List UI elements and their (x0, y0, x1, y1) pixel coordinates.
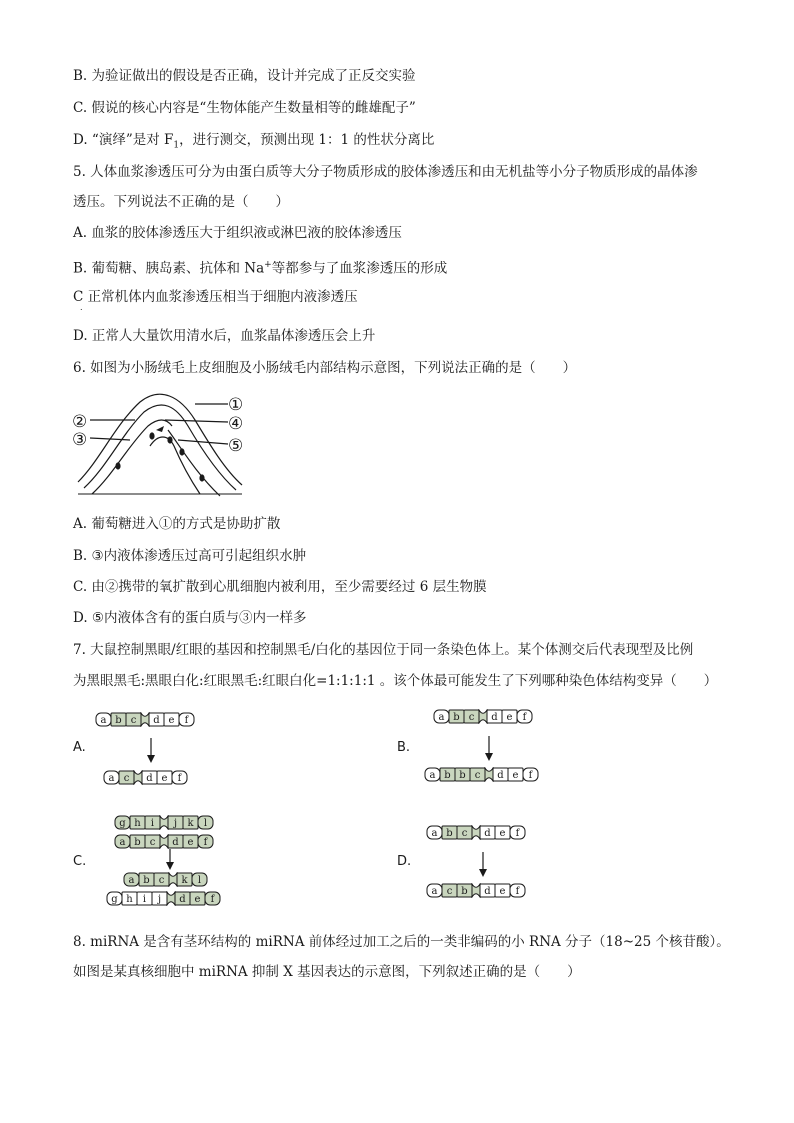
blood-cell (167, 436, 172, 443)
blood-cell (199, 474, 204, 481)
q7-option-b-label: B. (397, 740, 411, 755)
q5-option-a: A. 血浆的胶体渗透压大于组织液或淋巴液的胶体渗透压 (73, 225, 402, 241)
gene-label: d (484, 828, 491, 839)
gene-label: f (522, 712, 527, 723)
gene-label: a (438, 712, 445, 723)
figure-label-5: ⑤ (228, 436, 244, 456)
gene-label: e (187, 837, 194, 848)
q5-stem-line2: 透压。下列说法不正确的是（ ） (73, 194, 289, 210)
q7-option-a-label: A. (73, 740, 86, 755)
gene-label: c (130, 715, 137, 726)
gene-label: c (149, 837, 156, 848)
villus-outer-epithelium (78, 394, 242, 485)
gene-label: a (108, 773, 115, 784)
gene-label: a (119, 837, 126, 848)
q4-option-d-post: ，进行测交，预测出现 1：1 的性状分离比 (179, 132, 435, 148)
gene-label: c (461, 828, 468, 839)
gene-label: h (126, 894, 133, 905)
chromosome-c-original-1 (114, 815, 214, 830)
gene-label: c (158, 875, 165, 886)
q4-option-d-sub: 1 (173, 140, 180, 151)
gene-label: g (111, 894, 118, 905)
arrow-head (156, 426, 164, 432)
gene-label: h (134, 818, 141, 829)
gene-label: f (515, 828, 520, 839)
q7-stem-line1: 7. 大鼠控制黑眼/红眼的基因和控制黑毛/白化的基因位于同一条染色体上。某个体测交后代表现型及比例 (73, 642, 694, 658)
gene-label: a (431, 886, 438, 897)
q5-option-b-pre: B. 葡萄糖、胰岛素、抗体和 Na (73, 260, 265, 277)
centromere (485, 768, 493, 781)
blood-cell (115, 462, 120, 469)
q5-option-d: D. 正常人大量饮用清水后，血浆晶体渗透压会上升 (73, 328, 376, 344)
arrow-down-icon (477, 852, 489, 878)
gene-label: l (197, 875, 202, 886)
chromosome-c-mutant-2 (106, 891, 221, 906)
gene-label: a (431, 828, 438, 839)
q5-option-c-mark: . (80, 303, 83, 312)
centromere (160, 835, 168, 848)
q7-stem-line2: 为黑眼黑毛:黑眼白化:红眼黑毛:红眼白化=1:1:1:1 。该个体最可能发生了下列哪种染色体结构变异（ ） (73, 673, 718, 689)
gene-label: f (184, 715, 189, 726)
gene-label: b (446, 828, 453, 839)
gene-label: d (484, 886, 491, 897)
chromosome-d-mutant (426, 883, 526, 898)
gene-label: d (172, 837, 179, 848)
q6-option-a: A. 葡萄糖进入①的方式是协助扩散 (73, 516, 281, 532)
gene-label: f (203, 837, 208, 848)
lymph-vessel (150, 437, 200, 494)
q6-option-b: B. ③内液体渗透压过高可引起组织水肿 (73, 548, 307, 564)
chromosome-a-original (95, 712, 195, 727)
centromere (472, 884, 480, 897)
centromere (479, 710, 487, 723)
q4-option-b: B. 为验证做出的假设是否正确，设计并完成了正反交实验 (73, 68, 416, 84)
gene-label: l (203, 818, 208, 829)
q6-stem: 6. 如图为小肠绒毛上皮细胞及小肠绒毛内部结构示意图，下列说法正确的是（ ） (73, 360, 577, 376)
gene-label: a (128, 875, 135, 886)
q7-option-d-label: D. (397, 854, 412, 869)
gene-label: k (181, 875, 188, 886)
gene-label: b (143, 875, 150, 886)
gene-label: a (100, 715, 107, 726)
gene-label: j (173, 818, 178, 829)
gene-label: e (506, 712, 513, 723)
arrow-down-icon (145, 738, 157, 764)
gene-label: c (446, 886, 453, 897)
gene-label: f (528, 770, 533, 781)
q5-option-c: C 正常机体内血浆渗透压相当于细胞内液渗透压 (73, 289, 358, 305)
gene-label: e (512, 770, 519, 781)
gene-label: b (134, 837, 141, 848)
gene-label: i (150, 818, 155, 829)
q5-stem-line1: 5. 人体血浆渗透压可分为由蛋白质等大分子物质形成的胶体渗透压和由无机盐等小分子物质形成的晶体渗 (73, 164, 698, 180)
blood-cell (179, 448, 184, 455)
gene-label: e (194, 894, 201, 905)
villus-diagram (70, 390, 250, 500)
gene-label: j (157, 894, 162, 905)
gene-label: e (499, 828, 506, 839)
q5-option-b (73, 256, 733, 278)
q5-option-b-sup: + (264, 260, 272, 270)
chromosome-b-mutant (424, 767, 539, 782)
chromosome-a-mutant (103, 770, 188, 785)
gene-label: d (153, 715, 160, 726)
q4-option-d (73, 131, 733, 155)
chromosome-b-original (433, 709, 533, 724)
q4-option-c: C. 假说的核心内容是“生物体能产生数量相等的雌雄配子” (73, 100, 416, 116)
gene-label: b (444, 770, 451, 781)
q7-option-c-label: C. (73, 854, 87, 869)
arrow-down-icon (483, 736, 495, 762)
gene-label: b (453, 712, 460, 723)
gene-label: i (142, 894, 147, 905)
q8-stem-line2: 如图是某真核细胞中 miRNA 抑制 X 基因表达的示意图，下列叙述正确的是（ ） (73, 964, 581, 980)
gene-label: a (429, 770, 436, 781)
leader-5 (178, 440, 228, 444)
gene-label: d (497, 770, 504, 781)
gene-label: c (474, 770, 481, 781)
chromosome-c-mutant-1 (123, 872, 208, 887)
centromere (472, 826, 480, 839)
gene-label: d (179, 894, 186, 905)
figure-label-2: ② (72, 412, 88, 432)
gene-label: c (468, 712, 475, 723)
centromere (160, 816, 168, 829)
gene-label: b (461, 886, 468, 897)
chromosome-c-original-2 (114, 834, 214, 849)
gene-label: f (515, 886, 520, 897)
gene-label: g (119, 818, 126, 829)
gene-label: d (491, 712, 498, 723)
blood-cell (149, 432, 154, 439)
figure-label-4: ④ (228, 414, 244, 434)
gene-label: d (146, 773, 153, 784)
gene-label: b (459, 770, 466, 781)
q6-option-d: D. ⑤内液体含有的蛋白质与③内一样多 (73, 610, 307, 626)
figure-label-1: ① (228, 395, 244, 415)
chromosome-d-original (426, 825, 526, 840)
centromere (141, 713, 149, 726)
centromere (169, 873, 177, 886)
q4-option-d-pre: D. “演绎”是对 F (73, 132, 174, 148)
gene-label: c (123, 773, 130, 784)
q6-option-c: C. 由②携带的氧扩散到心肌细胞内被利用，至少需要经过 6 层生物膜 (73, 579, 487, 595)
q8-stem-line1: 8. miRNA 是含有茎环结构的 miRNA 前体经过加工之后的一类非编码的小 RNA 分子（18~25 个核苷酸）。 (73, 934, 730, 950)
figure-label-3: ③ (72, 430, 88, 450)
gene-label: e (168, 715, 175, 726)
centromere (134, 771, 142, 784)
gene-label: b (115, 715, 122, 726)
gene-label: k (187, 818, 194, 829)
centromere (167, 892, 175, 905)
gene-label: e (161, 773, 168, 784)
gene-label: e (499, 886, 506, 897)
gene-label: f (177, 773, 182, 784)
gene-label: f (210, 894, 215, 905)
arrow-down-icon (164, 849, 176, 871)
q5-option-b-post: 等都参与了血浆渗透压的形成 (271, 260, 448, 277)
